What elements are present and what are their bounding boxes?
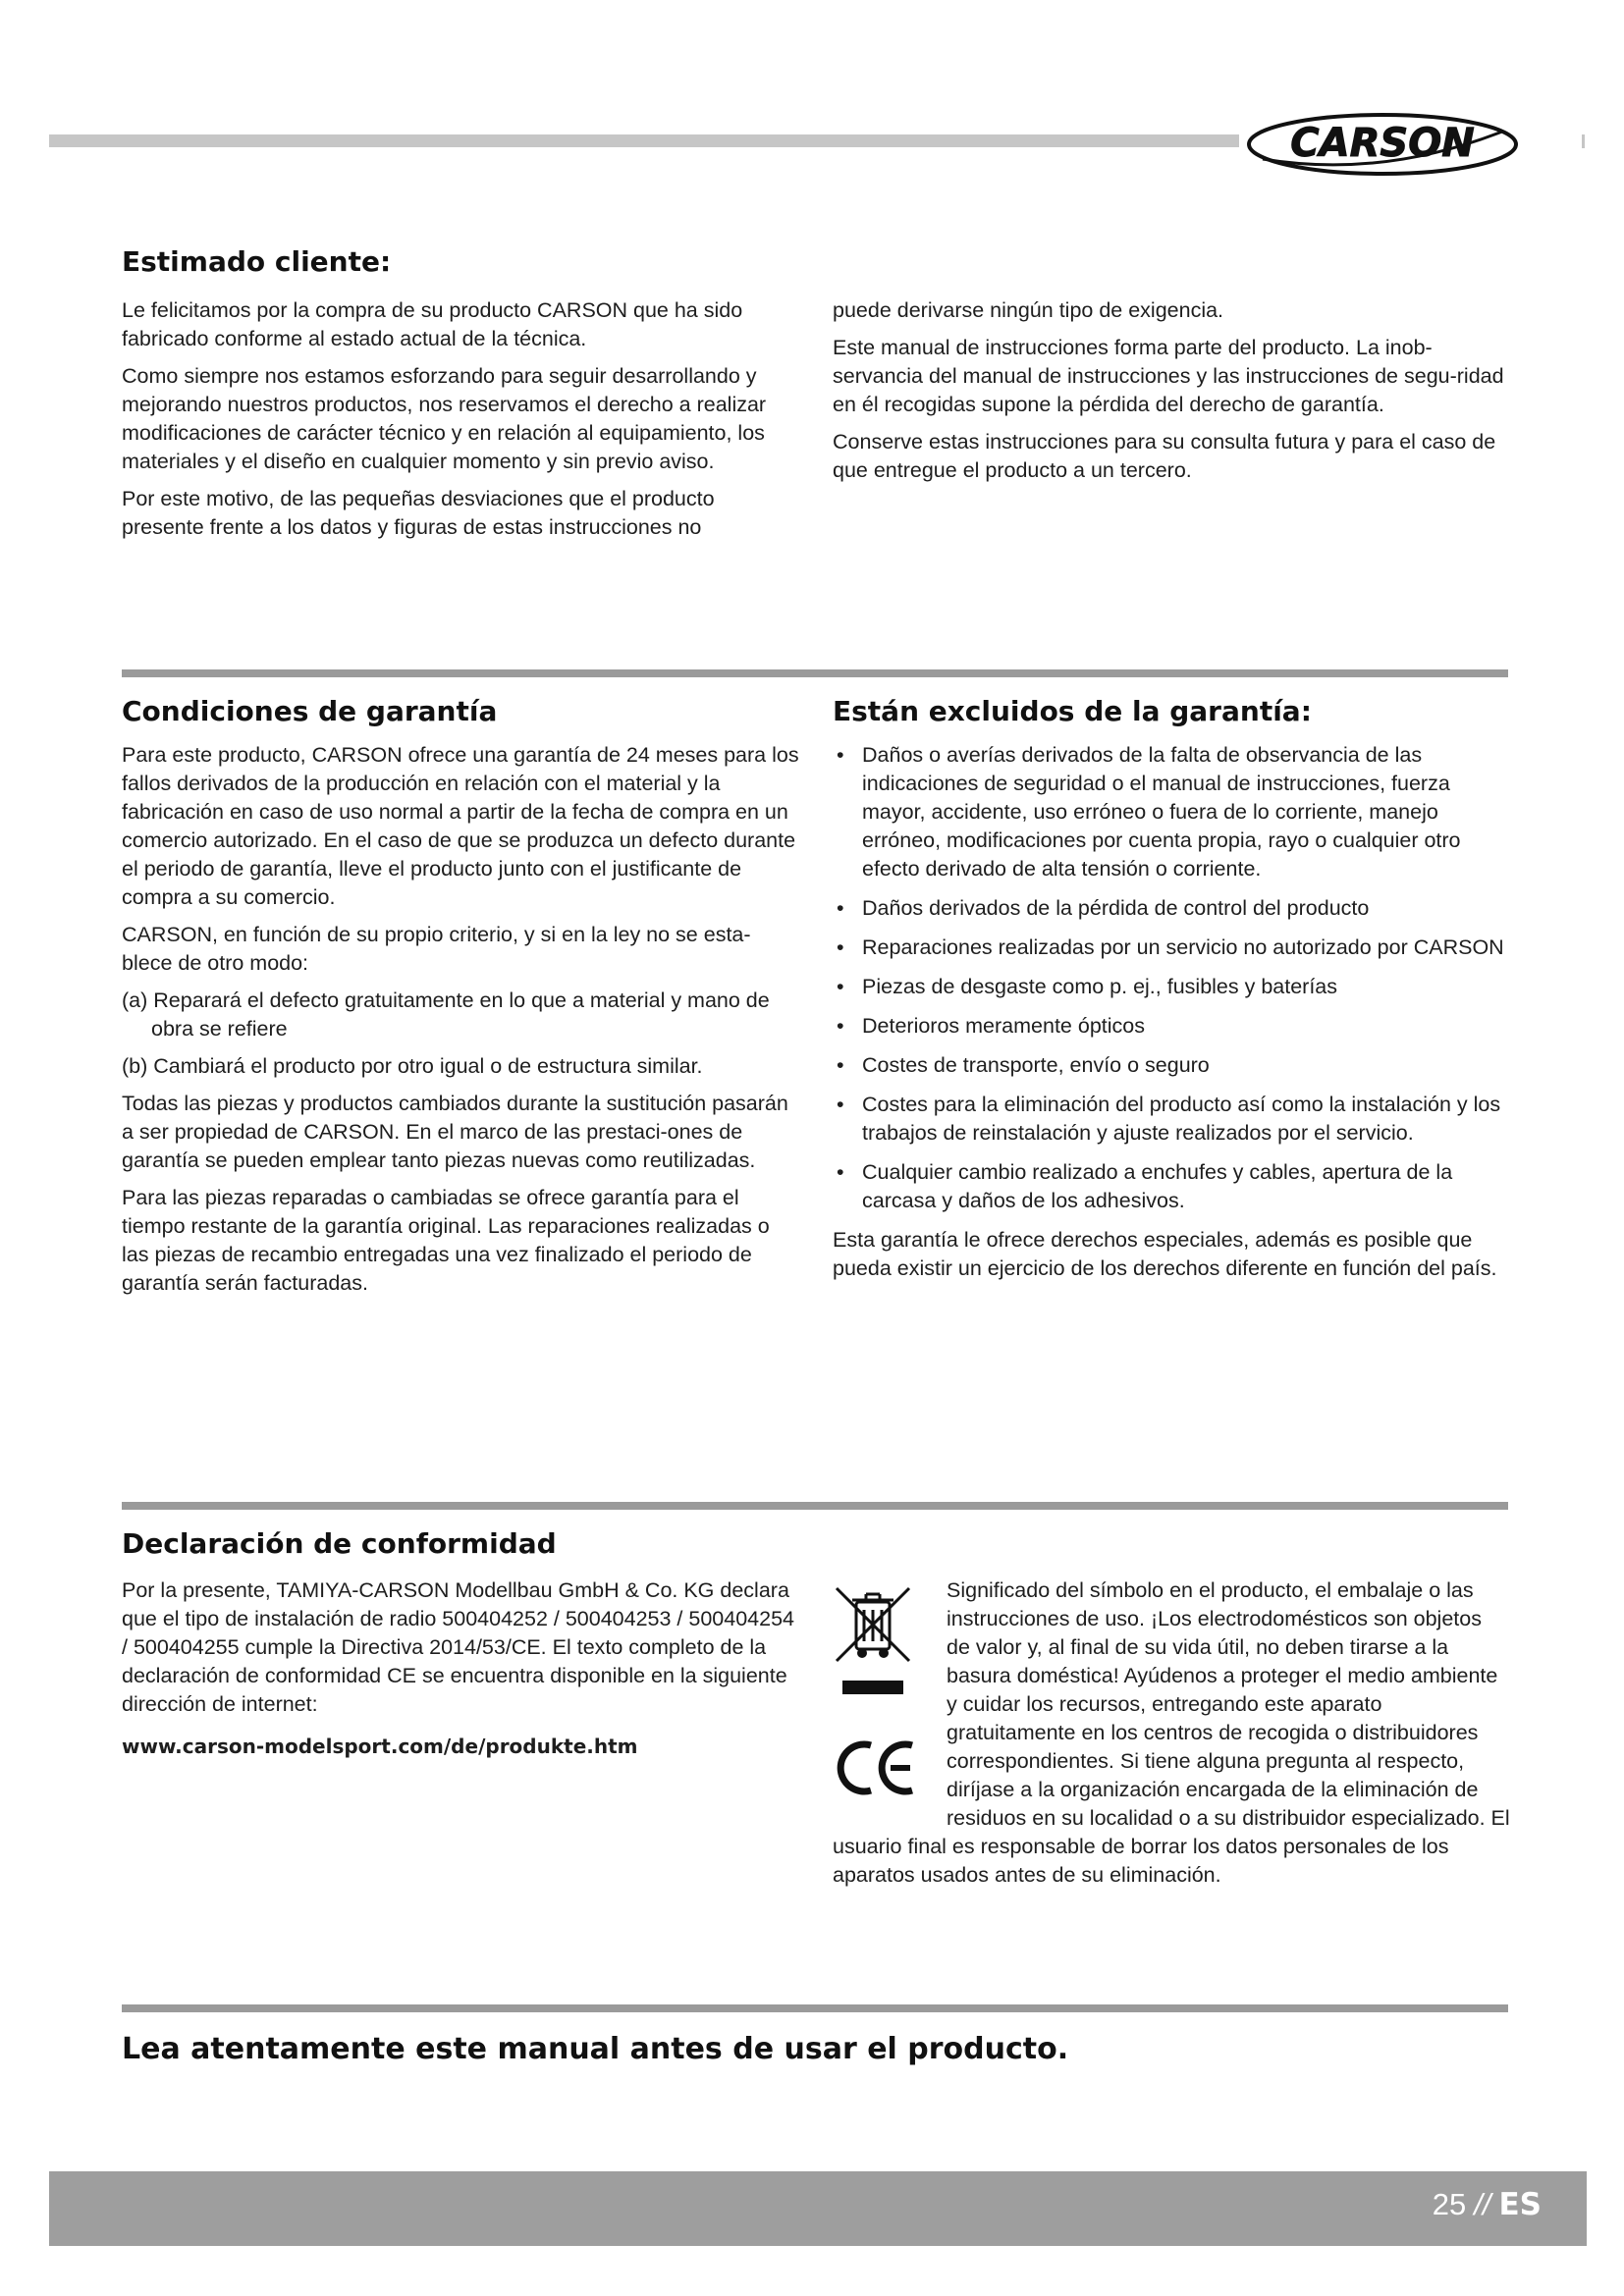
paragraph: Todas las piezas y productos cambiados durante la sustitución pasarán a ser propiedad de CARSON. En el marco de las prestaci-ones de garantía se pueden emplear tanto piezas nuevas como reutilizadas. [122, 1092, 788, 1172]
page-number [1433, 2187, 1542, 2222]
excluded-list [833, 741, 1510, 1215]
bullet-icon: • [837, 1160, 844, 1184]
bullet-icon: • [837, 896, 844, 920]
language-code: ES [1498, 2187, 1542, 2222]
paragraph: Conserve estas instrucciones para su consulta futura y para el caso de que entregue el producto a un tercero. [833, 430, 1496, 482]
list-item: • Daños derivados de la pérdida de control del producto [833, 894, 1510, 923]
list-item: • Daños o averías derivados de la falta de observancia de las indicaciones de seguridad o el manual de instrucciones, fuerza mayor, accidente, uso erróneo o fuera de lo corriente, manejo erróneo, modificaciones por cuenta propia, rayo o cualquier otro efecto derivado de alta tensión o corriente. [837, 743, 1461, 881]
bullet-icon: • [837, 1014, 844, 1038]
warranty-title: Condiciones de garantía [122, 695, 498, 727]
section-divider [122, 2004, 1508, 2012]
list-item: • Deterioros meramente ópticos [833, 1012, 1510, 1041]
page-separator: // [1474, 2187, 1491, 2221]
footer-bar [49, 2171, 1587, 2246]
list-item: • Costes para la eliminación del producto así como la instalación y los trabajos de reinstalación y ajuste realizados por el servicio. [837, 1093, 1501, 1145]
warranty-conditions [122, 741, 799, 1307]
paragraph: Para este producto, CARSON ofrece una garantía de 24 meses para los fallos derivados de la producción en relación con el material y la fabricación en caso de uso normal a partir de la fecha de compra en un comercio autorizado. En el caso de que se produzca un defecto durante el periodo de garantía, lleve el producto junto con el justificante de compra a su comercio. [122, 743, 799, 909]
warranty-item-b: (b) Cambiará el producto por otro igual o de estructura similar. [122, 1054, 703, 1078]
paragraph: Para las piezas reparadas o cambiadas se ofrece garantía para el tiempo restante de la garantía original. Las reparaciones realizadas o las piezas de recambio entregadas una vez finalizado el periodo de garantía serán facturadas. [122, 1186, 770, 1295]
dear-customer-right [833, 296, 1510, 494]
section-divider [122, 1502, 1508, 1510]
page-number-value: 25 [1432, 2187, 1467, 2221]
paragraph: CARSON, en función de su propio criterio, y si en la ley no se esta-blece de otro modo: [122, 923, 751, 975]
warranty-item-a: (a) Reparará el defecto gratuitamente en lo que a material y mano de obra se refiere [122, 988, 770, 1041]
bullet-icon: • [837, 975, 844, 998]
list-item: • Cualquier cambio realizado a enchufes y cables, apertura de la carcasa y daños de los adhesivos. [837, 1160, 1453, 1212]
conformity-text: Por la presente, TAMIYA-CARSON Modellbau GmbH & Co. KG declara que el tipo de instalación de radio 500404252 / 500404253 / 500404254 / 500404255 cumple la Directiva 2014/53/CE. El texto completo de la declaración de conformidad CE se encuentra disponible en la siguiente dirección de internet: [122, 1578, 794, 1716]
conformity-left [122, 1576, 799, 1770]
bullet-icon: • [837, 935, 844, 959]
logo-text: CARSON [1290, 121, 1475, 166]
bullet-icon: • [837, 743, 844, 767]
symbol-float-spacer [833, 1576, 947, 1808]
paragraph: puede derivarse ningún tipo de exigencia. [833, 298, 1224, 322]
conformity-url[interactable]: www.carson-modelsport.com/de/produkte.htm [122, 1735, 638, 1758]
dear-customer-left [122, 296, 799, 551]
disposal-text: Significado del símbolo en el producto, el embalaje o las instrucciones de uso. ¡Los electrodomésticos son objetos de valor y, al final de su vida útil, no deben tirarse a la basura doméstica! Ayúdenos a proteger el medio ambiente y cuidar los recursos, entregando este aparato gratuitamente en los centros de recogida o distribuidores correspondientes. Si tiene alguna pregunta al respecto, diríjase a la organización encargada de la eliminación de residuos en su localidad o a su distribuidor especializado. El usuario final es responsable de borrar los datos personales de los aparatos usados antes de su eliminación. [833, 1578, 1510, 1887]
section-divider [122, 669, 1508, 677]
excluded-title: Están excluidos de la garantía: [833, 695, 1312, 727]
read-manual-title: Lea atentamente este manual antes de usar el producto. [122, 2032, 1069, 2066]
paragraph: Le felicitamos por la compra de su producto CARSON que ha sido fabricado conforme al estado actual de la técnica. [122, 298, 743, 350]
paragraph: Como siempre nos estamos esforzando para seguir desarrollando y mejorando nuestros productos, nos reservamos el derecho a realizar modificaciones de carácter técnico y en relación al equipamiento, los materiales y el diseño en cualquier momento y sin previo aviso. [122, 364, 767, 473]
bullet-icon: • [837, 1093, 844, 1116]
disposal-notice [833, 1576, 1510, 1898]
header-bar [49, 134, 1239, 147]
conformity-title: Declaración de conformidad [122, 1527, 557, 1560]
excluded-list-column [833, 741, 1510, 1292]
header-tick [1582, 134, 1585, 148]
list-item: • Piezas de desgaste como p. ej., fusibles y baterías [833, 973, 1510, 1001]
excluded-closing: Esta garantía le ofrece derechos especiales, además es posible que pueda existir un ejercicio de los derechos diferente en función del país. [833, 1228, 1497, 1280]
paragraph: Por este motivo, de las pequeñas desviaciones que el producto presente frente a los datos y figuras de estas instrucciones no [122, 487, 715, 539]
bullet-icon: • [837, 1053, 844, 1077]
paragraph: Este manual de instrucciones forma parte del producto. La inob-servancia del manual de instrucciones y las instrucciones de segu-ridad en él recogidas supone la pérdida del derecho de garantía. [833, 336, 1504, 416]
dear-customer-title: Estimado cliente: [122, 245, 392, 278]
list-item: • Reparaciones realizadas por un servicio no autorizado por CARSON [833, 934, 1510, 962]
carson-logo [1245, 110, 1520, 177]
list-item: • Costes de transporte, envío o seguro [833, 1051, 1510, 1080]
